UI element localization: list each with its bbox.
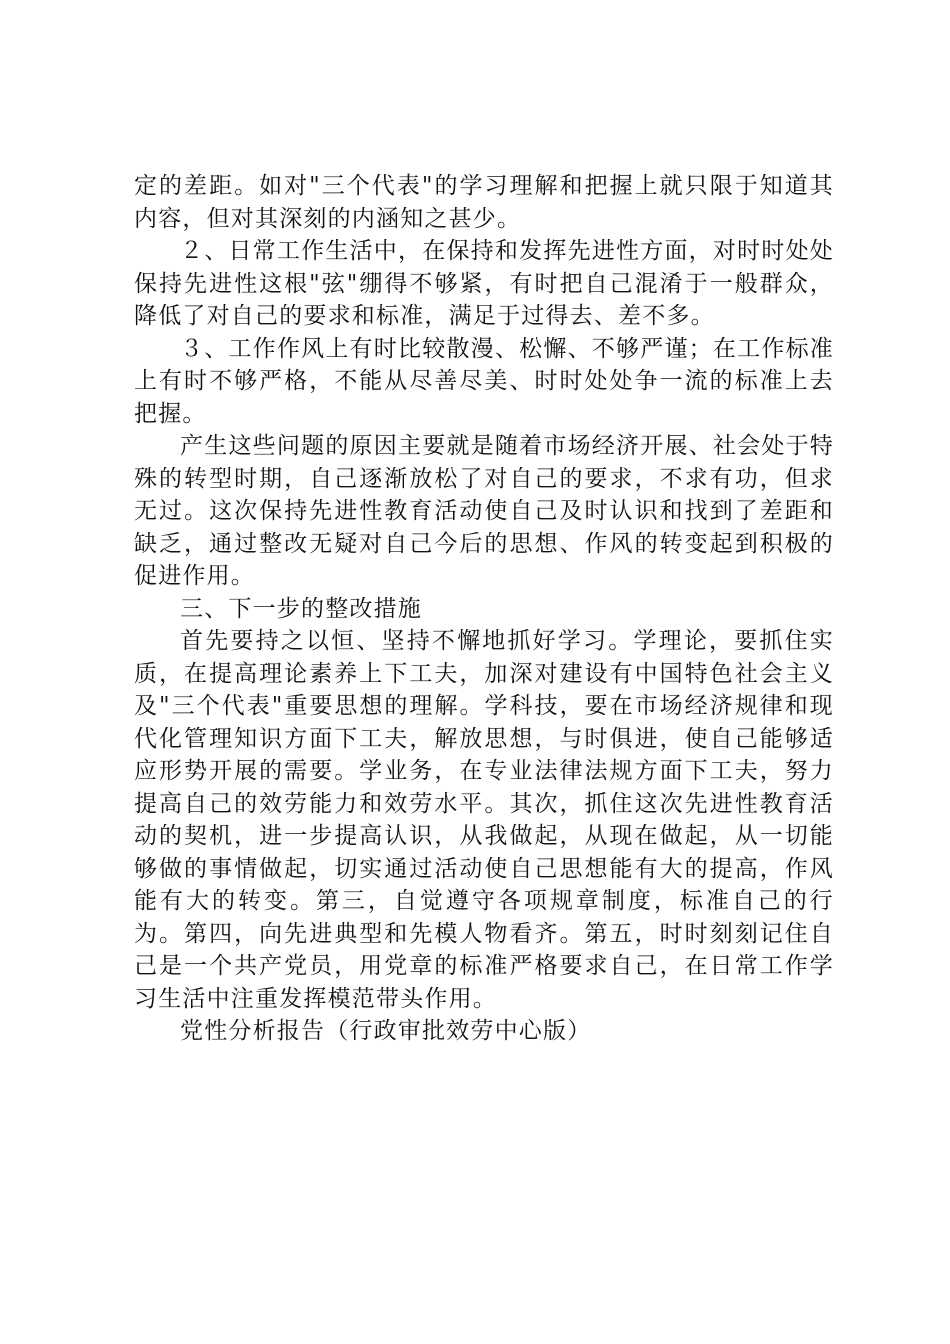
paragraph-3: ３、工作作风上有时比较散漫、松懈、不够严谨；在工作标准上有时不够严格，不能从尽善尽美、时时处处争一流的标准上去把握。	[134, 335, 834, 427]
paragraph-5: 首先要持之以恒、坚持不懈地抓好学习。学理论，要抓住实质，在提高理论素养上下工夫，加深对建设有中国特色社会主义及"三个代表"重要思想的理解。学科技，要在市场经济规律和现代化管理知识方面下工夫，解放思想，与时俱进，使自己能够适应形势开展的需要。学业务，在专业法律法规方面下工夫，努力提高自己的效劳能力和效劳水平。其次，抓住这次先进性教育活动的契机，进一步提高认识，从我做起，从现在做起，从一切能够做的事情做起，切实通过活动使自己思想能有大的提高，作风能有大的转变。第三，自觉遵守各项规章制度，标准自己的行为。第四，向先进典型和先模人物看齐。第五，时时刻刻记住自己是一个共产党员，用党章的标准严格要求自己，在日常工作学习生活中注重发挥模范带头作用。	[134, 628, 834, 1012]
paragraph-4: 产生这些问题的原因主要就是随着市场经济开展、社会处于特殊的转型时期，自己逐渐放松了对自己的要求，不求有功，但求无过。这次保持先进性教育活动使自己及时认识和找到了差距和缺乏，通过整改无疑对自己今后的思想、作风的转变起到积极的促进作用。	[134, 433, 834, 589]
paragraph-1: 定的差距。如对"三个代表"的学习理解和把握上就只限于知道其内容，但对其深刻的内涵知之甚少。	[134, 173, 834, 232]
closing-title: 党性分析报告（行政审批效劳中心版）	[180, 1018, 592, 1044]
paragraph-2: ２、日常工作生活中，在保持和发挥先进性方面，对时时处处保持先进性这根"弦"绷得不够紧，有时把自己混淆于一般群众，降低了对自己的要求和标准，满足于过得去、差不多。	[134, 238, 834, 329]
section-heading: 三、下一步的整改措施	[180, 595, 422, 622]
document-body	[134, 170, 834, 1048]
